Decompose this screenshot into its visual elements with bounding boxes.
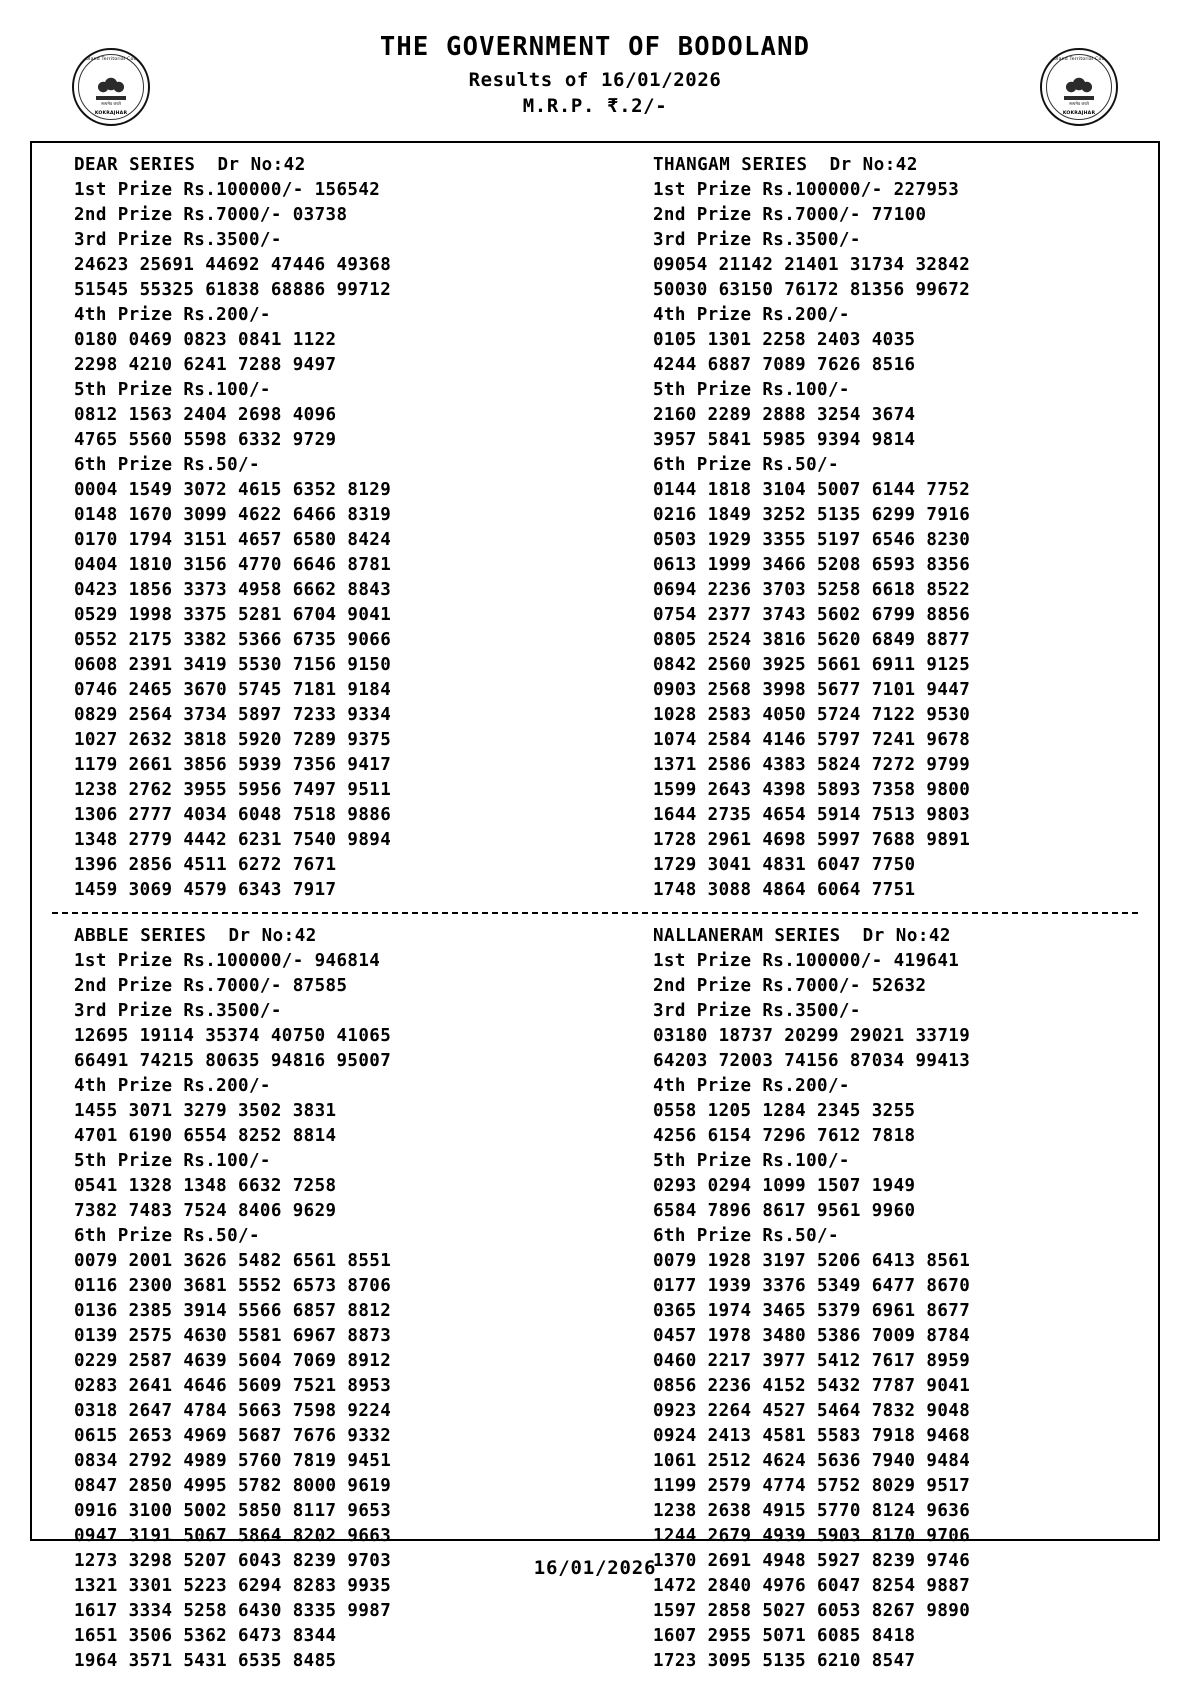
prize-line: 4th Prize Rs.200/- <box>653 305 850 325</box>
number-row: 0293 0294 1099 1507 1949 <box>653 1176 916 1196</box>
number-row: 0105 1301 2258 2403 4035 <box>653 330 916 350</box>
number-row: 0180 0469 0823 0841 1122 <box>74 330 337 350</box>
prize-line: 4th Prize Rs.200/- <box>653 1076 850 1096</box>
number-row: 0924 2413 4581 5583 7918 9468 <box>653 1426 971 1446</box>
section-divider <box>52 912 1138 914</box>
series-title: DEAR SERIES Dr No:42 <box>74 155 306 175</box>
number-row: 0529 1998 3375 5281 6704 9041 <box>74 605 392 625</box>
number-row: 1607 2955 5071 6085 8418 <box>653 1626 916 1646</box>
prize-line: 3rd Prize Rs.3500/- <box>74 230 282 250</box>
number-row: 4256 6154 7296 7612 7818 <box>653 1126 916 1146</box>
emblem-right-icon <box>1040 48 1118 126</box>
series-title: NALLANERAM SERIES Dr No:42 <box>653 926 951 946</box>
prize-line: 3rd Prize Rs.3500/- <box>653 1001 861 1021</box>
number-row: 09054 21142 21401 31734 32842 <box>653 255 971 275</box>
prize-line: 3rd Prize Rs.3500/- <box>653 230 861 250</box>
emblem-motto: सत्यमेव जयते <box>1069 101 1089 106</box>
emblem-ring-bottom-text: KOKRAJHAR <box>94 111 128 116</box>
prize-line: 2nd Prize Rs.7000/- 87585 <box>74 976 348 996</box>
series-title: THANGAM SERIES Dr No:42 <box>653 155 918 175</box>
number-row: 1651 3506 5362 6473 8344 <box>74 1626 337 1646</box>
number-row: 1728 2961 4698 5997 7688 9891 <box>653 830 971 850</box>
number-row: 1238 2638 4915 5770 8124 9636 <box>653 1501 971 1521</box>
number-row: 1459 3069 4579 6343 7917 <box>74 880 337 900</box>
number-row: 1238 2762 3955 5956 7497 9511 <box>74 780 392 800</box>
number-row: 0947 3191 5067 5864 8202 9663 <box>74 1526 392 1546</box>
number-row: 0177 1939 3376 5349 6477 8670 <box>653 1276 971 1296</box>
number-row: 0170 1794 3151 4657 6580 8424 <box>74 530 392 550</box>
number-row: 1028 2583 4050 5724 7122 9530 <box>653 705 971 725</box>
number-row: 1617 3334 5258 6430 8335 9987 <box>74 1601 392 1621</box>
number-row: 1729 3041 4831 6047 7750 <box>653 855 916 875</box>
prize-line: 5th Prize Rs.100/- <box>74 380 271 400</box>
number-row: 1306 2777 4034 6048 7518 9886 <box>74 805 392 825</box>
emblem-left-icon <box>72 48 150 126</box>
number-row: 4244 6887 7089 7626 8516 <box>653 355 916 375</box>
prize-line: 1st Prize Rs.100000/- 419641 <box>653 951 960 971</box>
emblem-core <box>94 67 128 107</box>
number-row: 0457 1978 3480 5386 7009 8784 <box>653 1326 971 1346</box>
number-row: 0079 1928 3197 5206 6413 8561 <box>653 1251 971 1271</box>
number-row: 0847 2850 4995 5782 8000 9619 <box>74 1476 392 1496</box>
prize-line: 3rd Prize Rs.3500/- <box>74 1001 282 1021</box>
number-row: 24623 25691 44692 47446 49368 <box>74 255 392 275</box>
number-row: 0805 2524 3816 5620 6849 8877 <box>653 630 971 650</box>
number-row: 1370 2691 4948 5927 8239 9746 <box>653 1551 971 1571</box>
number-row: 7382 7483 7524 8406 9629 <box>74 1201 337 1221</box>
number-row: 1371 2586 4383 5824 7272 9799 <box>653 755 971 775</box>
page-title: THE GOVERNMENT OF BODOLAND <box>379 32 811 62</box>
number-row: 12695 19114 35374 40750 41065 <box>74 1026 392 1046</box>
prize-line: 5th Prize Rs.100/- <box>653 380 850 400</box>
series-column-abble <box>46 924 595 1674</box>
number-row: 03180 18737 20299 29021 33719 <box>653 1026 971 1046</box>
number-row: 0842 2560 3925 5661 6911 9125 <box>653 655 971 675</box>
series-column-thangam <box>595 153 1144 903</box>
number-row: 1597 2858 5027 6053 8267 9890 <box>653 1601 971 1621</box>
prize-line: 6th Prize Rs.50/- <box>74 455 260 475</box>
footer-date: 16/01/2026 <box>533 1557 657 1579</box>
number-row: 0916 3100 5002 5850 8117 9653 <box>74 1501 392 1521</box>
number-row: 1396 2856 4511 6272 7671 <box>74 855 337 875</box>
number-row: 0079 2001 3626 5482 6561 8551 <box>74 1251 392 1271</box>
results-block-top <box>46 153 1144 903</box>
number-row: 0229 2587 4639 5604 7069 8912 <box>74 1351 392 1371</box>
emblem-base <box>1064 96 1094 100</box>
number-row: 0148 1670 3099 4622 6466 8319 <box>74 505 392 525</box>
number-row: 0283 2641 4646 5609 7521 8953 <box>74 1376 392 1396</box>
number-row: 4701 6190 6554 8252 8814 <box>74 1126 337 1146</box>
number-row: 1179 2661 3856 5939 7356 9417 <box>74 755 392 775</box>
number-row: 50030 63150 76172 81356 99672 <box>653 280 971 300</box>
number-row: 0460 2217 3977 5412 7617 8959 <box>653 1351 971 1371</box>
mrp-line: M.R.P. ₹.2/- <box>522 95 668 117</box>
prize-line: 2nd Prize Rs.7000/- 03738 <box>74 205 348 225</box>
number-row: 1027 2632 3818 5920 7289 9375 <box>74 730 392 750</box>
number-row: 0923 2264 4527 5464 7832 9048 <box>653 1401 971 1421</box>
lion-capital-icon <box>1066 75 1092 95</box>
number-row: 1321 3301 5223 6294 8283 9935 <box>74 1576 392 1596</box>
number-row: 0004 1549 3072 4615 6352 8129 <box>74 480 392 500</box>
prize-line: 6th Prize Rs.50/- <box>653 1226 839 1246</box>
prize-line: 5th Prize Rs.100/- <box>74 1151 271 1171</box>
number-row: 64203 72003 74156 87034 99413 <box>653 1051 971 1071</box>
number-row: 0615 2653 4969 5687 7676 9332 <box>74 1426 392 1446</box>
number-row: 1199 2579 4774 5752 8029 9517 <box>653 1476 971 1496</box>
number-row: 0365 1974 3465 5379 6961 8677 <box>653 1301 971 1321</box>
number-row: 0754 2377 3743 5602 6799 8856 <box>653 605 971 625</box>
number-row: 1964 3571 5431 6535 8485 <box>74 1651 337 1671</box>
number-row: 0503 1929 3355 5197 6546 8230 <box>653 530 971 550</box>
prize-line: 6th Prize Rs.50/- <box>653 455 839 475</box>
number-row: 1455 3071 3279 3502 3831 <box>74 1101 337 1121</box>
number-row: 0903 2568 3998 5677 7101 9447 <box>653 680 971 700</box>
number-row: 1074 2584 4146 5797 7241 9678 <box>653 730 971 750</box>
number-row: 0541 1328 1348 6632 7258 <box>74 1176 337 1196</box>
number-row: 0216 1849 3252 5135 6299 7916 <box>653 505 971 525</box>
number-row: 0139 2575 4630 5581 6967 8873 <box>74 1326 392 1346</box>
prize-line: 1st Prize Rs.100000/- 156542 <box>74 180 381 200</box>
results-block-bottom <box>46 924 1144 1674</box>
number-row: 1748 3088 4864 6064 7751 <box>653 880 916 900</box>
number-row: 0608 2391 3419 5530 7156 9150 <box>74 655 392 675</box>
number-row: 1348 2779 4442 6231 7540 9894 <box>74 830 392 850</box>
number-row: 0116 2300 3681 5552 6573 8706 <box>74 1276 392 1296</box>
number-row: 1472 2840 4976 6047 8254 9887 <box>653 1576 971 1596</box>
prize-line: 6th Prize Rs.50/- <box>74 1226 260 1246</box>
number-row: 0812 1563 2404 2698 4096 <box>74 405 337 425</box>
number-row: 51545 55325 61838 68886 99712 <box>74 280 392 300</box>
prize-line: 2nd Prize Rs.7000/- 77100 <box>653 205 927 225</box>
series-title: ABBLE SERIES Dr No:42 <box>74 926 317 946</box>
number-row: 3957 5841 5985 9394 9814 <box>653 430 916 450</box>
number-row: 1644 2735 4654 5914 7513 9803 <box>653 805 971 825</box>
number-row: 0552 2175 3382 5366 6735 9066 <box>74 630 392 650</box>
number-row: 0829 2564 3734 5897 7233 9334 <box>74 705 392 725</box>
emblem-core <box>1062 67 1096 107</box>
number-row: 0404 1810 3156 4770 6646 8781 <box>74 555 392 575</box>
number-row: 0423 1856 3373 4958 6662 8843 <box>74 580 392 600</box>
number-row: 0613 1999 3466 5208 6593 8356 <box>653 555 971 575</box>
series-column-nallaneram <box>595 924 1144 1674</box>
page-header <box>30 32 1160 132</box>
number-row: 0558 1205 1284 2345 3255 <box>653 1101 916 1121</box>
results-date-line: Results of 16/01/2026 <box>468 69 722 91</box>
number-row: 1723 3095 5135 6210 8547 <box>653 1651 916 1671</box>
number-row: 1244 2679 4939 5903 8170 9706 <box>653 1526 971 1546</box>
prize-line: 4th Prize Rs.200/- <box>74 1076 271 1096</box>
number-row: 6584 7896 8617 9561 9960 <box>653 1201 916 1221</box>
number-row: 66491 74215 80635 94816 95007 <box>74 1051 392 1071</box>
number-row: 2298 4210 6241 7288 9497 <box>74 355 337 375</box>
lion-capital-icon <box>98 75 124 95</box>
number-row: 0318 2647 4784 5663 7598 9224 <box>74 1401 392 1421</box>
prize-line: 1st Prize Rs.100000/- 946814 <box>74 951 381 971</box>
number-row: 0856 2236 4152 5432 7787 9041 <box>653 1376 971 1396</box>
number-row: 0144 1818 3104 5007 6144 7752 <box>653 480 971 500</box>
number-row: 4765 5560 5598 6332 9729 <box>74 430 337 450</box>
prize-line: 5th Prize Rs.100/- <box>653 1151 850 1171</box>
number-row: 1061 2512 4624 5636 7940 9484 <box>653 1451 971 1471</box>
prize-line: 4th Prize Rs.200/- <box>74 305 271 325</box>
emblem-ring-bottom-text: KOKRAJHAR <box>1062 111 1096 116</box>
number-row: 1599 2643 4398 5893 7358 9800 <box>653 780 971 800</box>
number-row: 0136 2385 3914 5566 6857 8812 <box>74 1301 392 1321</box>
emblem-ring-top-text: Bodoland Territorial Council <box>76 57 146 62</box>
emblem-base <box>96 96 126 100</box>
number-row: 1273 3298 5207 6043 8239 9703 <box>74 1551 392 1571</box>
prize-line: 1st Prize Rs.100000/- 227953 <box>653 180 960 200</box>
number-row: 0694 2236 3703 5258 6618 8522 <box>653 580 971 600</box>
prize-line: 2nd Prize Rs.7000/- 52632 <box>653 976 927 996</box>
number-row: 0834 2792 4989 5760 7819 9451 <box>74 1451 392 1471</box>
series-column-dear <box>46 153 595 903</box>
emblem-ring-top-text: Bodoland Territorial Council <box>1044 57 1114 62</box>
emblem-motto: सत्यमेव जयते <box>101 101 121 106</box>
number-row: 2160 2289 2888 3254 3674 <box>653 405 916 425</box>
number-row: 0746 2465 3670 5745 7181 9184 <box>74 680 392 700</box>
